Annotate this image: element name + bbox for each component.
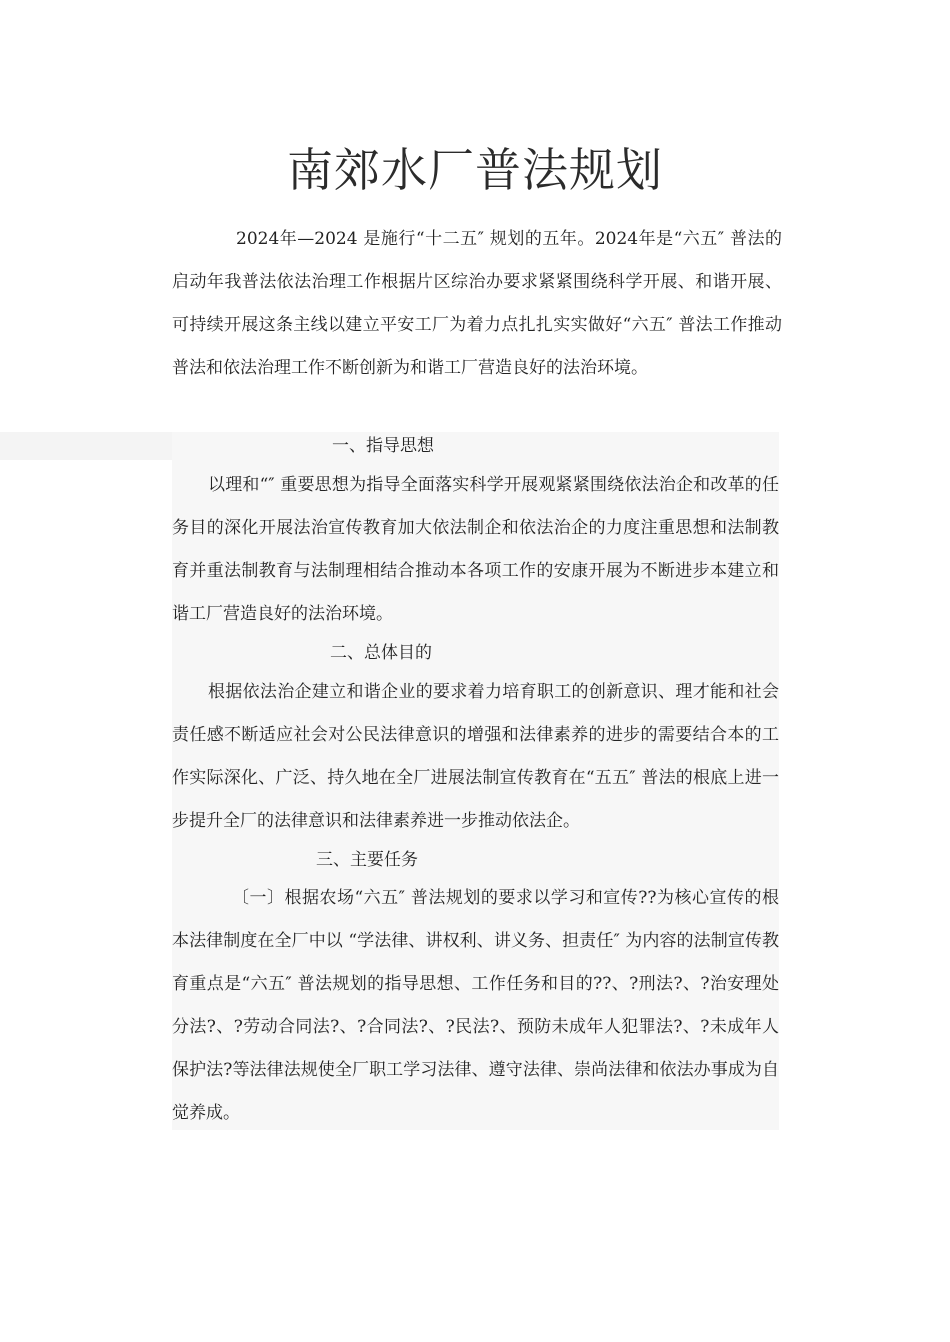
intro-paragraph: 2024年—2024 是施行“十二五″ 规划的五年。2024年是“六五″ 普法的启动年我普法依法治理工作根据片区综治办要求紧紧围绕科学开展、和谐开展、可持续开展这条主线以建立平安工厂为着力点扎扎实实做好“六五″ 普法工作推动普法和依法治理工作不断创新为和谐工厂营造良好的法治环境。	[172, 229, 782, 378]
section-body-guiding-ideology: 以理和“″ 重要思想为指导全面落实科学开展观紧紧围绕依法治企和改革的任务目的深化开展法治宣传教育加大依法制企和依法治企的力度注重思想和法制教育并重法制教育与法制理相结合推动本各项工作的安康开展为不断进步本建立和谐工厂营造良好的法治环境。	[172, 475, 779, 624]
section-heading-guiding-ideology: 一、指导思想	[332, 436, 434, 456]
shaded-band	[0, 432, 172, 460]
document-title: 南郊水厂普法规划	[287, 143, 663, 197]
section-body-overall-goal: 根据依法治企建立和谐企业的要求着力培育职工的创新意识、理才能和社会责任感不断适应社会对公民法律意识的增强和法律素养的进步的需要结合本的工作实际深化、广泛、持久地在全厂进展法制宣传教育在“五五″ 普法的根底上进一步提升全厂的法律意识和法律素养进一步推动依法企。	[172, 682, 779, 831]
section-body-main-tasks: 〔一〕根据农场“六五″ 普法规划的要求以学习和宣传??为核心宣传的根本法律制度在全厂中以 “学法律、讲权利、讲义务、担责任″ 为内容的法制宣传教育重点是“六五″ 普法规划的指导思想、工作任务和目的??、?刑法?、?治安理处分法?、?劳动合同法?、?合同法?、?民法?、预防未成年人犯罪法?、?未成年人保护法?等法律法规使全厂职工学习法律、遵守法律、崇尚法律和依法办事成为自觉养成。	[172, 888, 779, 1123]
section-heading-overall-goal: 二、总体目的	[330, 643, 432, 663]
section-heading-main-tasks: 三、主要任务	[316, 850, 418, 870]
